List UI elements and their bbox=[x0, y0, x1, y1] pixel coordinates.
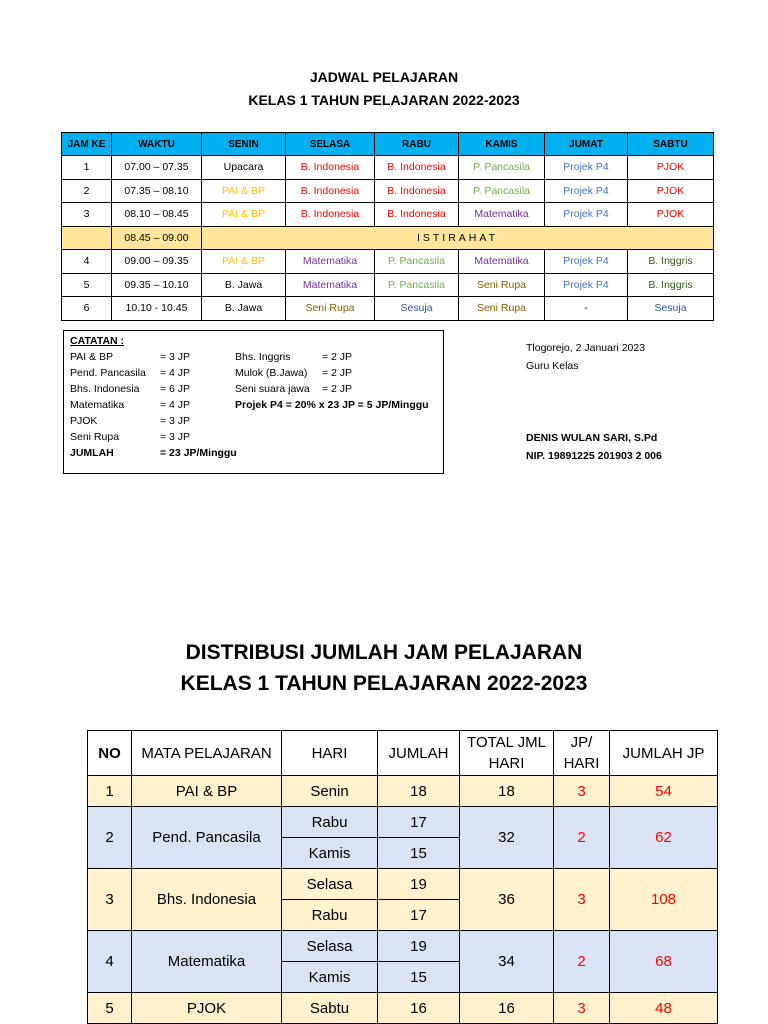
note-value: = 2 JP bbox=[322, 367, 353, 379]
cell-subject: Projek P4 bbox=[545, 250, 628, 274]
col-header-selasa: SELASA bbox=[286, 133, 375, 156]
note-label: Mulok (B.Jawa) bbox=[235, 367, 308, 379]
cell-subject: Projek P4 bbox=[545, 273, 628, 297]
distribution-title: DISTRIBUSI JUMLAH JAM PELAJARAN bbox=[185, 641, 583, 664]
dist-col-total: TOTAL JML HARI bbox=[460, 731, 554, 776]
dist-cell-jp-hari: 3 bbox=[554, 993, 610, 1024]
schedule-row bbox=[62, 226, 714, 250]
cell-subject: Seni Rupa bbox=[459, 297, 545, 321]
col-header-jumat: JUMAT bbox=[545, 133, 628, 156]
note-label: Pend. Pancasila bbox=[70, 367, 146, 379]
col-header-waktu: WAKTU bbox=[112, 133, 202, 156]
cell-subject: Seni Rupa bbox=[286, 297, 375, 321]
cell-subject: B. Jawa bbox=[202, 297, 286, 321]
dist-cell-jumlah: 17 bbox=[378, 900, 460, 931]
cell-subject: Matematika bbox=[459, 250, 545, 274]
cell-subject: PAI & BP bbox=[202, 250, 286, 274]
cell-subject: Sesuja bbox=[628, 297, 714, 321]
schedule-row bbox=[62, 179, 714, 203]
note-label: Seni Rupa bbox=[70, 431, 120, 443]
cell-subject: B. Inggris bbox=[628, 250, 714, 274]
cell-subject: PJOK bbox=[628, 203, 714, 227]
dist-cell-hari: Senin bbox=[282, 776, 378, 807]
dist-cell-jumlah-jp: 48 bbox=[610, 993, 718, 1024]
dist-cell-jp-hari: 2 bbox=[554, 931, 610, 993]
cell-subject: P. Pancasila bbox=[459, 156, 545, 180]
distribution-row bbox=[88, 993, 718, 1024]
distribution-header-row bbox=[88, 731, 718, 776]
distribution-row bbox=[88, 807, 718, 838]
dist-cell-jp-hari: 3 bbox=[554, 869, 610, 931]
dist-cell-jumlah: 15 bbox=[378, 838, 460, 869]
cell-subject: Matematika bbox=[459, 203, 545, 227]
note-label: Bhs. Inggris bbox=[235, 351, 291, 363]
col-header-kamis: KAMIS bbox=[459, 133, 545, 156]
cell-subject: B. Inggris bbox=[628, 273, 714, 297]
cell-subject: Matematika bbox=[286, 250, 375, 274]
cell-subject: B. Indonesia bbox=[375, 203, 459, 227]
cell-jam: 5 bbox=[62, 273, 112, 297]
note-label: PJOK bbox=[70, 415, 98, 427]
note-value: = 3 JP bbox=[160, 351, 191, 363]
cell-subject: P. Pancasila bbox=[375, 273, 459, 297]
dist-cell-total: 34 bbox=[460, 931, 554, 993]
note-value: = 2 JP bbox=[322, 351, 353, 363]
dist-cell-mapel: Pend. Pancasila bbox=[132, 807, 282, 869]
cell-subject: B. Indonesia bbox=[375, 156, 459, 180]
note-value: = 4 JP bbox=[160, 367, 191, 379]
dist-col-jp-hari: JP/ HARI bbox=[554, 731, 610, 776]
note-label: Matematika bbox=[70, 399, 125, 411]
dist-cell-no: 5 bbox=[88, 993, 132, 1024]
cell-jam: 3 bbox=[62, 203, 112, 227]
schedule-row bbox=[62, 156, 714, 180]
cell-subject: PJOK bbox=[628, 156, 714, 180]
dist-cell-no: 1 bbox=[88, 776, 132, 807]
signature-nip: NIP. 19891225 201903 2 006 bbox=[526, 450, 662, 462]
note-value: = 3 JP bbox=[160, 431, 191, 443]
cell-subject: Matematika bbox=[286, 273, 375, 297]
cell-subject: PJOK bbox=[628, 179, 714, 203]
dist-cell-hari: Kamis bbox=[282, 838, 378, 869]
dist-cell-total: 36 bbox=[460, 869, 554, 931]
schedule-row bbox=[62, 297, 714, 321]
schedule-row bbox=[62, 273, 714, 297]
distribution-subtitle: KELAS 1 TAHUN PELAJARAN 2022-2023 bbox=[180, 672, 588, 695]
dist-cell-jp-hari: 3 bbox=[554, 776, 610, 807]
dist-cell-total: 32 bbox=[460, 807, 554, 869]
dist-cell-hari: Kamis bbox=[282, 962, 378, 993]
signature-name: DENIS WULAN SARI, S.Pd bbox=[526, 432, 658, 444]
dist-cell-jumlah-jp: 108 bbox=[610, 869, 718, 931]
cell-subject: PAI & BP bbox=[202, 179, 286, 203]
cell-waktu: 08.45 – 09.00 bbox=[112, 226, 202, 250]
cell-subject: Projek P4 bbox=[545, 156, 628, 180]
dist-cell-total: 18 bbox=[460, 776, 554, 807]
signature-place-date: Tlogorejo, 2 Januari 2023 bbox=[526, 342, 646, 354]
dist-col-jumlah-jp: JUMLAH JP bbox=[610, 731, 718, 776]
cell-jam bbox=[62, 226, 112, 250]
schedule-header-row bbox=[62, 133, 714, 156]
cell-jam: 6 bbox=[62, 297, 112, 321]
dist-cell-jumlah: 18 bbox=[378, 776, 460, 807]
note-value: = 4 JP bbox=[160, 399, 191, 411]
distribution-row bbox=[88, 931, 718, 962]
notes-box bbox=[63, 330, 444, 474]
schedule-table bbox=[61, 132, 714, 321]
dist-cell-hari: Rabu bbox=[282, 807, 378, 838]
note-label: Bhs. Indonesia bbox=[70, 383, 140, 395]
dist-cell-jumlah: 15 bbox=[378, 962, 460, 993]
dist-cell-mapel: Matematika bbox=[132, 931, 282, 993]
col-header-jam: JAM KE bbox=[62, 133, 112, 156]
dist-col-hari: HARI bbox=[282, 731, 378, 776]
cell-subject: P. Pancasila bbox=[375, 250, 459, 274]
cell-subject: - bbox=[545, 297, 628, 321]
cell-waktu: 09.35 – 10.10 bbox=[112, 273, 202, 297]
note-label: JUMLAH bbox=[70, 447, 114, 459]
cell-waktu: 07.00 – 07.35 bbox=[112, 156, 202, 180]
cell-waktu: 10.10 - 10.45 bbox=[112, 297, 202, 321]
dist-cell-hari: Selasa bbox=[282, 931, 378, 962]
dist-cell-no: 3 bbox=[88, 869, 132, 931]
cell-subject: Upacara bbox=[202, 156, 286, 180]
col-header-rabu: RABU bbox=[375, 133, 459, 156]
dist-cell-mapel: PAI & BP bbox=[132, 776, 282, 807]
note-value: = 3 JP bbox=[160, 415, 191, 427]
dist-cell-no: 2 bbox=[88, 807, 132, 869]
dist-col-mapel: MATA PELAJARAN bbox=[132, 731, 282, 776]
note-label: PAI & BP bbox=[70, 351, 113, 363]
dist-cell-total: 16 bbox=[460, 993, 554, 1024]
schedule-row bbox=[62, 250, 714, 274]
cell-subject: Projek P4 bbox=[545, 179, 628, 203]
schedule-row bbox=[62, 203, 714, 227]
cell-subject: Sesuja bbox=[375, 297, 459, 321]
cell-jam: 4 bbox=[62, 250, 112, 274]
cell-subject: B. Jawa bbox=[202, 273, 286, 297]
dist-col-no: NO bbox=[88, 731, 132, 776]
dist-cell-mapel: PJOK bbox=[132, 993, 282, 1024]
cell-waktu: 07.35 – 08.10 bbox=[112, 179, 202, 203]
dist-cell-mapel: Bhs. Indonesia bbox=[132, 869, 282, 931]
dist-cell-hari: Sabtu bbox=[282, 993, 378, 1024]
note-value: = 6 JP bbox=[160, 383, 191, 395]
schedule-title: JADWAL PELAJARAN bbox=[309, 69, 459, 85]
cell-subject: Seni Rupa bbox=[459, 273, 545, 297]
dist-cell-jumlah: 19 bbox=[378, 869, 460, 900]
distribution-row bbox=[88, 776, 718, 807]
cell-subject: B. Indonesia bbox=[286, 156, 375, 180]
cell-waktu: 08.10 – 08.45 bbox=[112, 203, 202, 227]
note-label: Seni suara jawa bbox=[235, 383, 310, 395]
cell-subject: Projek P4 bbox=[545, 203, 628, 227]
cell-jam: 2 bbox=[62, 179, 112, 203]
cell-jam: 1 bbox=[62, 156, 112, 180]
cell-subject: B. Indonesia bbox=[375, 179, 459, 203]
dist-cell-hari: Selasa bbox=[282, 869, 378, 900]
distribution-row bbox=[88, 869, 718, 900]
note-label: Projek P4 = 20% x 23 JP = 5 JP/Minggu bbox=[235, 399, 429, 411]
cell-waktu: 09.00 – 09.35 bbox=[112, 250, 202, 274]
notes-heading: CATATAN : bbox=[70, 335, 125, 347]
dist-cell-jumlah-jp: 54 bbox=[610, 776, 718, 807]
note-value: = 2 JP bbox=[322, 383, 353, 395]
dist-cell-jumlah: 17 bbox=[378, 807, 460, 838]
dist-cell-jumlah-jp: 68 bbox=[610, 931, 718, 993]
dist-cell-jumlah: 16 bbox=[378, 993, 460, 1024]
schedule-subtitle: KELAS 1 TAHUN PELAJARAN 2022-2023 bbox=[248, 92, 520, 108]
dist-cell-hari: Rabu bbox=[282, 900, 378, 931]
col-header-senin: SENIN bbox=[202, 133, 286, 156]
cell-subject: PAI & BP bbox=[202, 203, 286, 227]
note-value: = 23 JP/Minggu bbox=[160, 447, 237, 459]
dist-col-jumlah: JUMLAH bbox=[378, 731, 460, 776]
signature-role: Guru Kelas bbox=[526, 360, 579, 372]
cell-subject: B. Indonesia bbox=[286, 179, 375, 203]
cell-subject: P. Pancasila bbox=[459, 179, 545, 203]
dist-cell-jumlah-jp: 62 bbox=[610, 807, 718, 869]
dist-cell-no: 4 bbox=[88, 931, 132, 993]
distribution-table bbox=[87, 730, 718, 1024]
dist-cell-jumlah: 19 bbox=[378, 931, 460, 962]
col-header-sabtu: SABTU bbox=[628, 133, 714, 156]
cell-subject: B. Indonesia bbox=[286, 203, 375, 227]
cell-break: ISTIRAHAT bbox=[202, 226, 714, 250]
dist-cell-jp-hari: 2 bbox=[554, 807, 610, 869]
